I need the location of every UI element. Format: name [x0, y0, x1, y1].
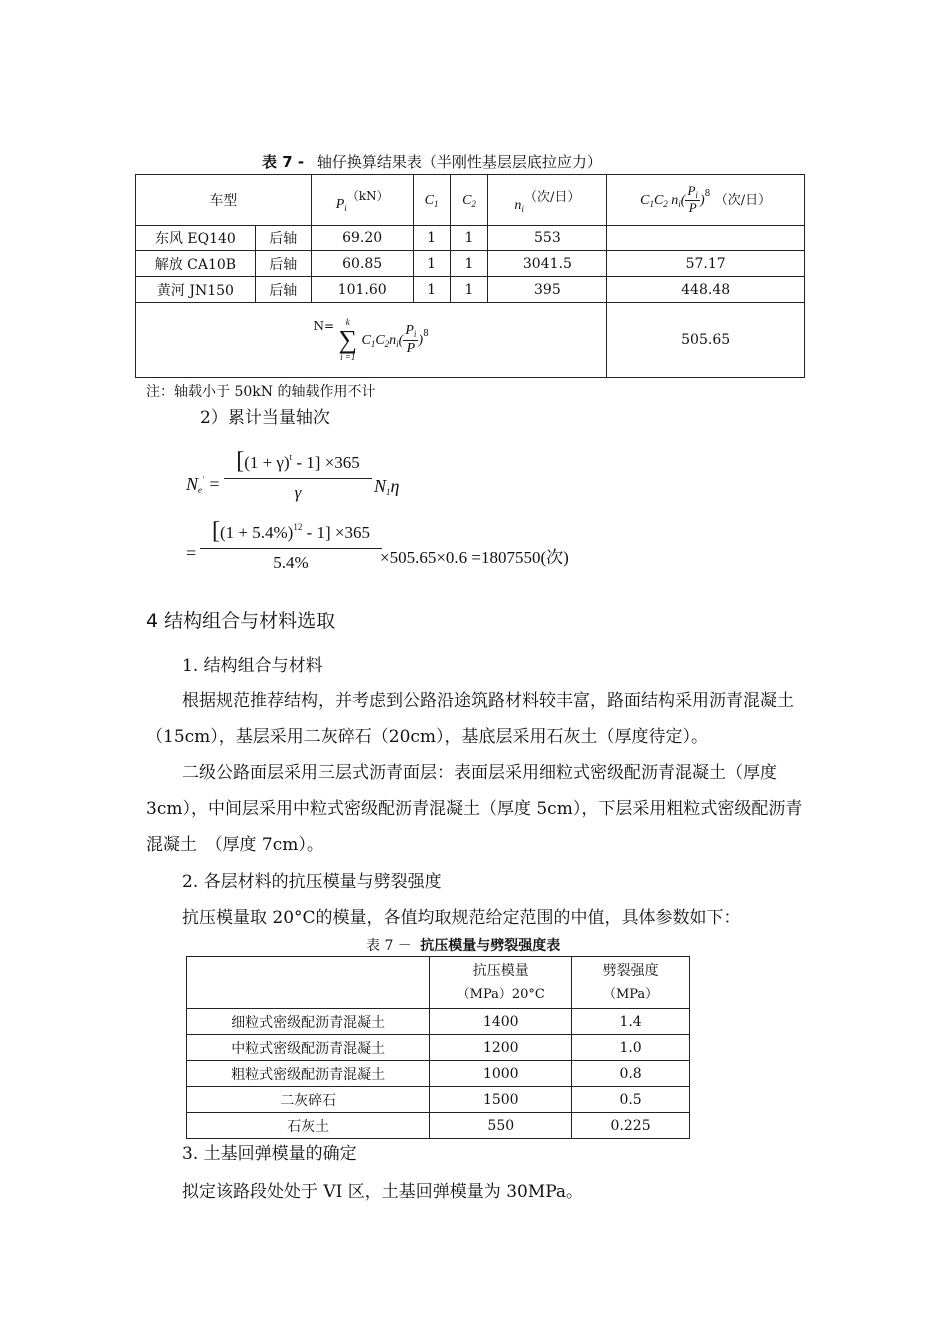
header-p-unit: （kN） [346, 189, 389, 203]
row-result [607, 226, 805, 251]
row-n: 395 [488, 277, 607, 303]
header-c2: $C_2$ [450, 175, 488, 226]
formula1-base: (1 + γ) [244, 453, 290, 472]
formula2-rest: - 1] ×365 [302, 523, 370, 542]
subheading-3: 3. 土基回弹模量的确定 [182, 1144, 357, 1164]
table-row [187, 1061, 690, 1087]
row-c1: 1 [413, 277, 450, 303]
material-modulus: 1500 [430, 1087, 572, 1113]
material-modulus-table [186, 956, 690, 1139]
table2-caption [366, 935, 560, 955]
formula2-fraction [200, 518, 382, 573]
row-p: 101.60 [311, 277, 413, 303]
formula-ne-label: $N_e'$ = [186, 474, 221, 495]
header-modulus-unit: （MPa）20°C [456, 986, 545, 1002]
paragraph-3: 抗压模量取 20°C的模量，各值均取规范给定范围的中值，具体参数如下： [182, 908, 741, 928]
table-row [187, 1035, 690, 1061]
material-name: 石灰土 [187, 1113, 430, 1139]
formula2-exponent: 12 [293, 522, 303, 532]
table2-caption-text: 抗压模量与劈裂强度表 [420, 938, 561, 954]
row-c2: 1 [450, 226, 488, 251]
total-value: 505.65 [607, 303, 805, 378]
table2-caption-number: 表 7 － [366, 938, 412, 954]
row-n: 3041.5 [488, 251, 607, 277]
row-p: 69.20 [311, 226, 413, 251]
paragraph-2: 二级公路面层采用三层式沥青面层：表面层采用细粒式密级配沥青混凝土（厚度 3cm），中间层采用中粒式密级配沥青混凝土（厚度 5cm），下层采用粗粒式密级配沥青混凝土 （厚度 7cm）。 [146, 763, 803, 855]
header-material [187, 957, 430, 1009]
material-strength: 1.0 [572, 1035, 690, 1061]
row-c1: 1 [413, 226, 450, 251]
table-row [136, 251, 805, 277]
material-modulus: 1200 [430, 1035, 572, 1061]
row-result: 57.17 [607, 251, 805, 277]
table-row [136, 226, 805, 251]
header-strength-label: 劈裂强度 [602, 962, 659, 979]
row-axle: 后轴 [255, 251, 311, 277]
formula2-denominator: 5.4% [273, 553, 309, 572]
header-n-unit: （次/日） [523, 190, 581, 205]
material-name: 细粒式密级配沥青混凝土 [187, 1009, 430, 1035]
row-c2: 1 [450, 251, 488, 277]
material-strength: 0.5 [572, 1087, 690, 1113]
table1-caption [262, 151, 602, 172]
subheading-2: 2. 各层材料的抗压模量与劈裂强度 [182, 872, 442, 892]
table1-note: 注：轴载小于 50kN 的轴载作用不计 [146, 384, 376, 400]
table-row [187, 1087, 690, 1113]
material-name: 中粒式密级配沥青混凝土 [187, 1035, 430, 1061]
row-vehicle: 东风 EQ140 [136, 226, 256, 251]
formula1-denominator: γ [294, 483, 302, 502]
table1-total-row [136, 303, 805, 378]
header-strength [572, 957, 690, 1009]
row-axle: 后轴 [255, 277, 311, 303]
table-row [187, 1009, 690, 1035]
material-modulus: 1400 [430, 1009, 572, 1035]
header-strength-unit: （MPa） [602, 986, 659, 1002]
header-modulus-label: 抗压模量 [472, 962, 529, 979]
total-label: N= [313, 319, 335, 333]
section-heading-4: 4 结构组合与材料选取 [146, 610, 336, 632]
formula2-numerator: $[(1 + 5.4\%)^{12} - 1] \times 365$ [200, 518, 382, 549]
row-vehicle: 黄河 JN150 [136, 277, 256, 303]
formula1-tail: $N_1\eta$ [374, 476, 400, 497]
row-p: 60.85 [311, 251, 413, 277]
header-p: $P_i(kN)$ [311, 175, 413, 226]
header-result: $C_1C_2$ $n_i$( $\frac{P_i}{P}$ )$^8$ （次/日） [607, 175, 805, 226]
row-result: 448.48 [607, 277, 805, 303]
material-strength: 0.225 [572, 1113, 690, 1139]
paragraph-4: 拟定该路段处处于 VI 区，土基回弹模量为 30MPa。 [182, 1182, 584, 1202]
table2-header-row [187, 957, 690, 1009]
paragraph-1: 根据规范推荐结构，并考虑到公路沿途筑路材料较丰富，路面结构采用沥青混凝土（15cm），基层采用二灰碎石（20cm），基底层采用石灰土（厚度待定）。 [146, 691, 794, 747]
table-row [187, 1113, 690, 1139]
table1-caption-text: 轴仔换算结果表（半刚性基层层底拉应力） [316, 153, 602, 171]
subheading-1: 1. 结构组合与材料 [182, 656, 323, 676]
header-vehicle: 车型 [136, 175, 312, 226]
header-result-unit: （次/日） [714, 193, 772, 208]
row-axle: 后轴 [255, 226, 311, 251]
material-name: 二灰碎石 [187, 1087, 430, 1113]
formula1-rest: - 1] ×365 [292, 453, 360, 472]
section-title-cumulative: 2）累计当量轴次 [200, 408, 330, 428]
header-c1: $C_1$ [413, 175, 450, 226]
formula2-base: (1 + 5.4%) [220, 523, 294, 542]
formula1-exponent: t [289, 452, 293, 462]
material-name: 粗粒式密级配沥青混凝土 [187, 1061, 430, 1087]
row-c1: 1 [413, 251, 450, 277]
formula1-numerator: $[(1 + \gamma)^t - 1] \times 365$ [224, 448, 372, 479]
table-row [136, 277, 805, 303]
formula2-equals: = [186, 543, 197, 563]
table1-header-row [136, 175, 805, 226]
header-n: $n_i$（次/日） [488, 175, 607, 226]
row-n: 553 [488, 226, 607, 251]
formula1-fraction [224, 448, 372, 503]
total-formula: N= k ∑ i =1 $C_1C_2n_i$( $\frac{P_i}{P}$ )$^8$ [136, 303, 607, 378]
material-modulus: 550 [430, 1113, 572, 1139]
material-strength: 0.8 [572, 1061, 690, 1087]
material-strength: 1.4 [572, 1009, 690, 1035]
row-vehicle: 解放 CA10B [136, 251, 256, 277]
axle-conversion-table [135, 174, 805, 378]
formula2-tail: ×505.65×0.6 =1807550(次) [380, 548, 569, 567]
table1-caption-number: 表 7 - [262, 153, 305, 171]
row-c2: 1 [450, 277, 488, 303]
material-modulus: 1000 [430, 1061, 572, 1087]
header-modulus [430, 957, 572, 1009]
